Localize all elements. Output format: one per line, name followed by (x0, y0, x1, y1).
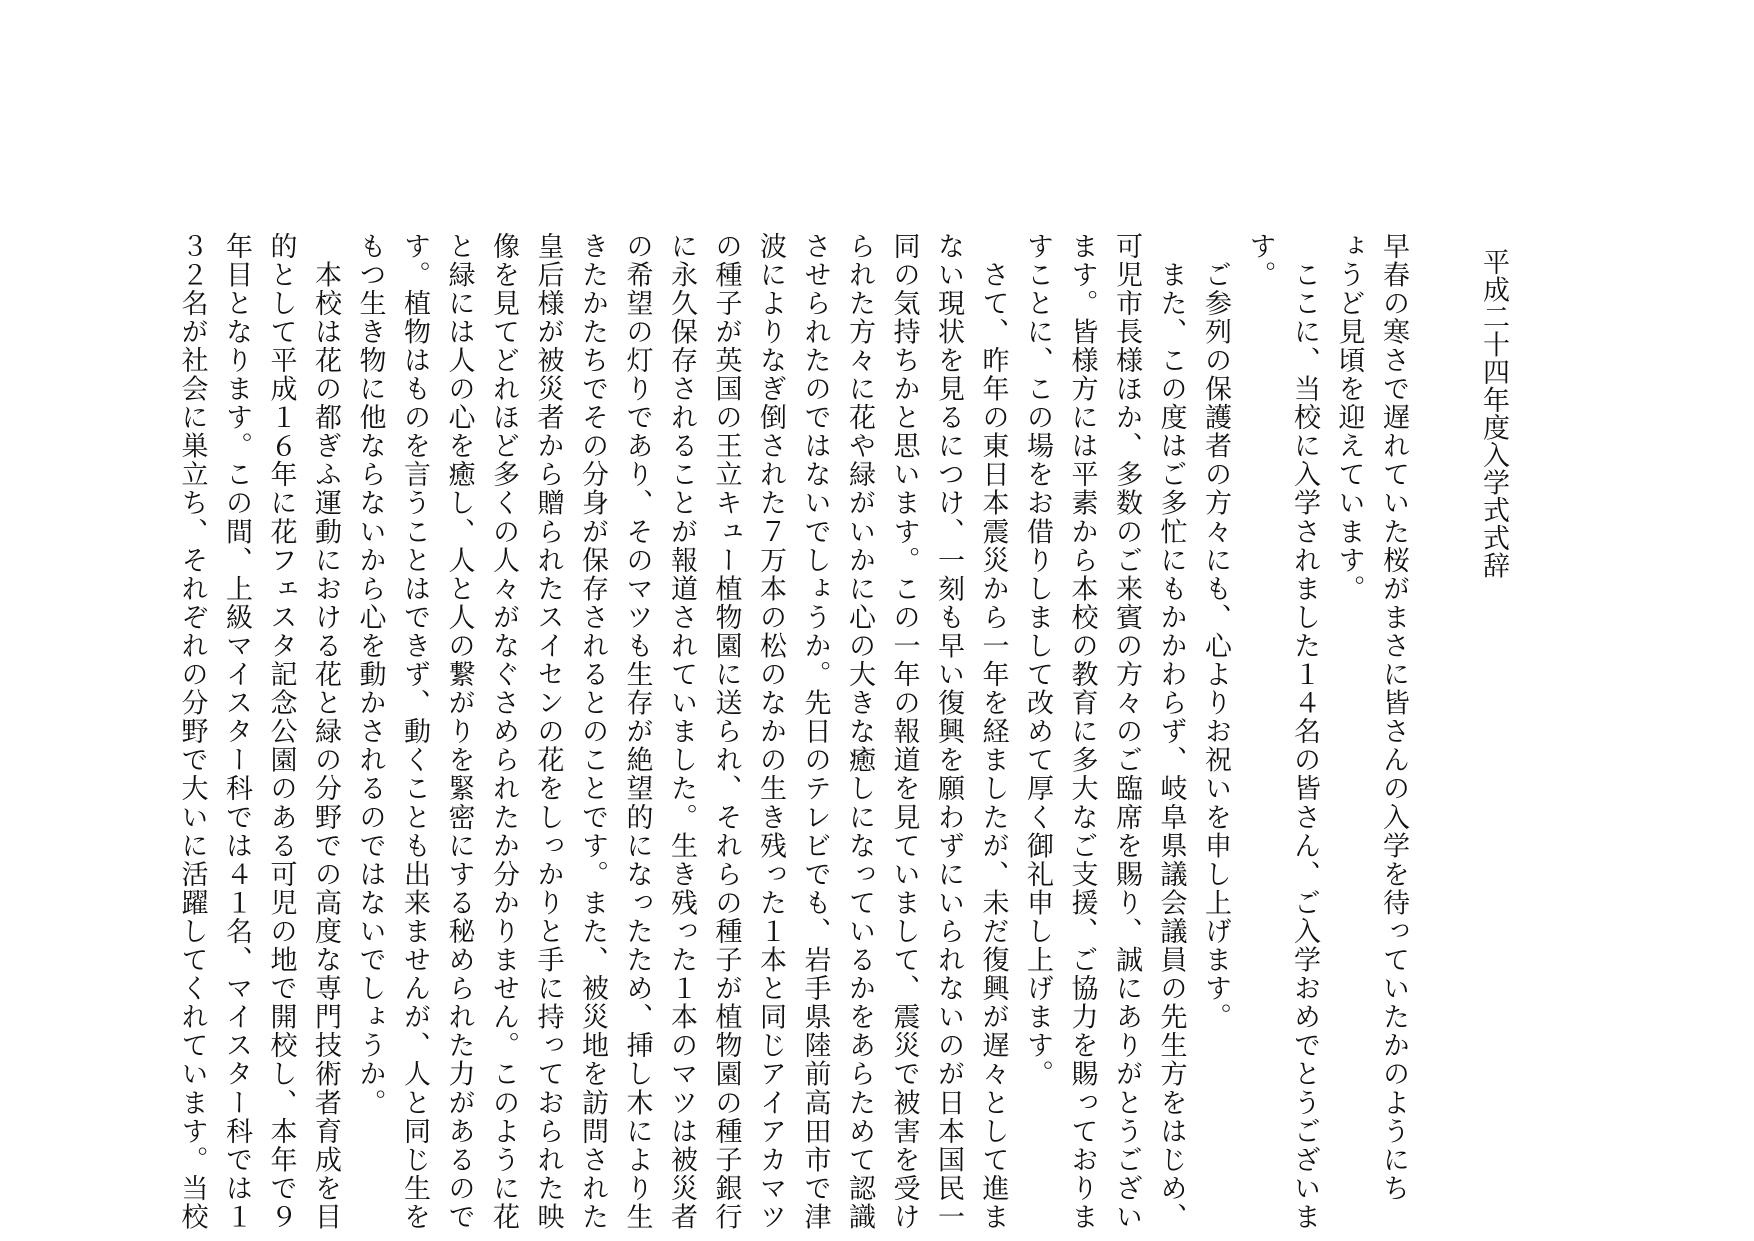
body-line: ご参列の保護者の方々にも、心よりお祝いを申し上げます。 (1200, 232, 1231, 1032)
body-line: また、この度はご多忙にもかかわらず、岐阜県議会議員の先生方をはじめ、 (1155, 232, 1187, 1232)
body-line: させられたのではないでしょうか。先日のテレビでも、岩手県陸前高田市で津 (799, 232, 831, 1232)
body-line: ない現状を見るにつけ、一刻も早い復興を願わずにいられないのが日本国民一 (933, 232, 964, 1232)
body-line: す。 (1244, 232, 1276, 290)
body-line: すことに、この場をお借りしまして改めて厚く御礼申し上げます。 (1022, 232, 1053, 1089)
body-line: と緑には人の心を癒し、人と人の繋がりを緊密にする秘められた力があるので (443, 232, 475, 1232)
body-line: の希望の灯りであり、そのマツも生存が絶望的になったため、挿し木により生 (621, 232, 653, 1232)
body-line: られた方々に花や緑がいかに心の大きな癒しになっているかをあらためて認識 (844, 232, 875, 1232)
body-line: 皇后様が被災者から贈られたスイセンの花をしっかりと手に持っておられた映 (532, 232, 564, 1232)
body-line: もつ生き物に他ならないから心を動かされるのではないでしょうか。 (354, 232, 386, 1118)
body-line: 的として平成１６年に花フェスタ記念公園のある可児の地で開校し、本年で９ (265, 232, 297, 1232)
body-line: 波によりなぎ倒された７万本の松のなかの生き残った１本と同じアイアカマツ (755, 232, 786, 1232)
body-line: 本校は花の都ぎふ運動における花と緑の分野での高度な専門技術者育成を目 (310, 232, 341, 1232)
body-line: す。植物はものを言うことはできず、動くことも出来ませんが、人と同じ生を (399, 232, 430, 1232)
body-line: の種子が英国の王立キュー植物園に送られ、それらの種子が植物園の種子銀行 (710, 232, 742, 1232)
body-line: ３２名が社会に巣立ち、それぞれの分野で大いに活躍してくれています。当校 (176, 232, 208, 1232)
document-title: 平成二十四年度入学式式辞 (1478, 248, 1509, 580)
body-line: に永久保存されることが報道されていました。生き残った１本のマツは被災者 (666, 232, 697, 1232)
document-body (176, 232, 1415, 1232)
body-line: 像を見てどれほど多くの人々がなぐさめられたか分かりません。このように花 (488, 232, 519, 1232)
body-line: きたかたちでその分身が保存されるとのことです。また、被災地を訪問された (577, 232, 608, 1232)
body-line: 早春の寒さで遅れていた桜がまさに皆さんの入学を待っていたかのようにち (1378, 232, 1409, 1203)
body-line: ます。皆様方には平素から本校の教育に多大なご支援、ご協力を賜っておりま (1066, 232, 1098, 1232)
body-line: 年目となります。この間、上級マイスター科では４１名、マイスター科では１ (221, 232, 252, 1232)
body-line: 可児市長様ほか、多数のご来賓の方々のご臨席を賜り、誠にありがとうござい (1111, 232, 1142, 1232)
body-line: ここに、当校に入学されました１４名の皆さん、ご入学おめでとうございま (1289, 232, 1320, 1232)
body-line: 同の気持ちかと思います。この一年の報道を見ていまして、震災で被害を受け (888, 232, 920, 1232)
body-line: さて、昨年の東日本震災から一年を経ましたが、未だ復興が遅々として進ま (977, 232, 1009, 1232)
body-line: ょうど見頃を迎えています。 (1333, 232, 1365, 604)
